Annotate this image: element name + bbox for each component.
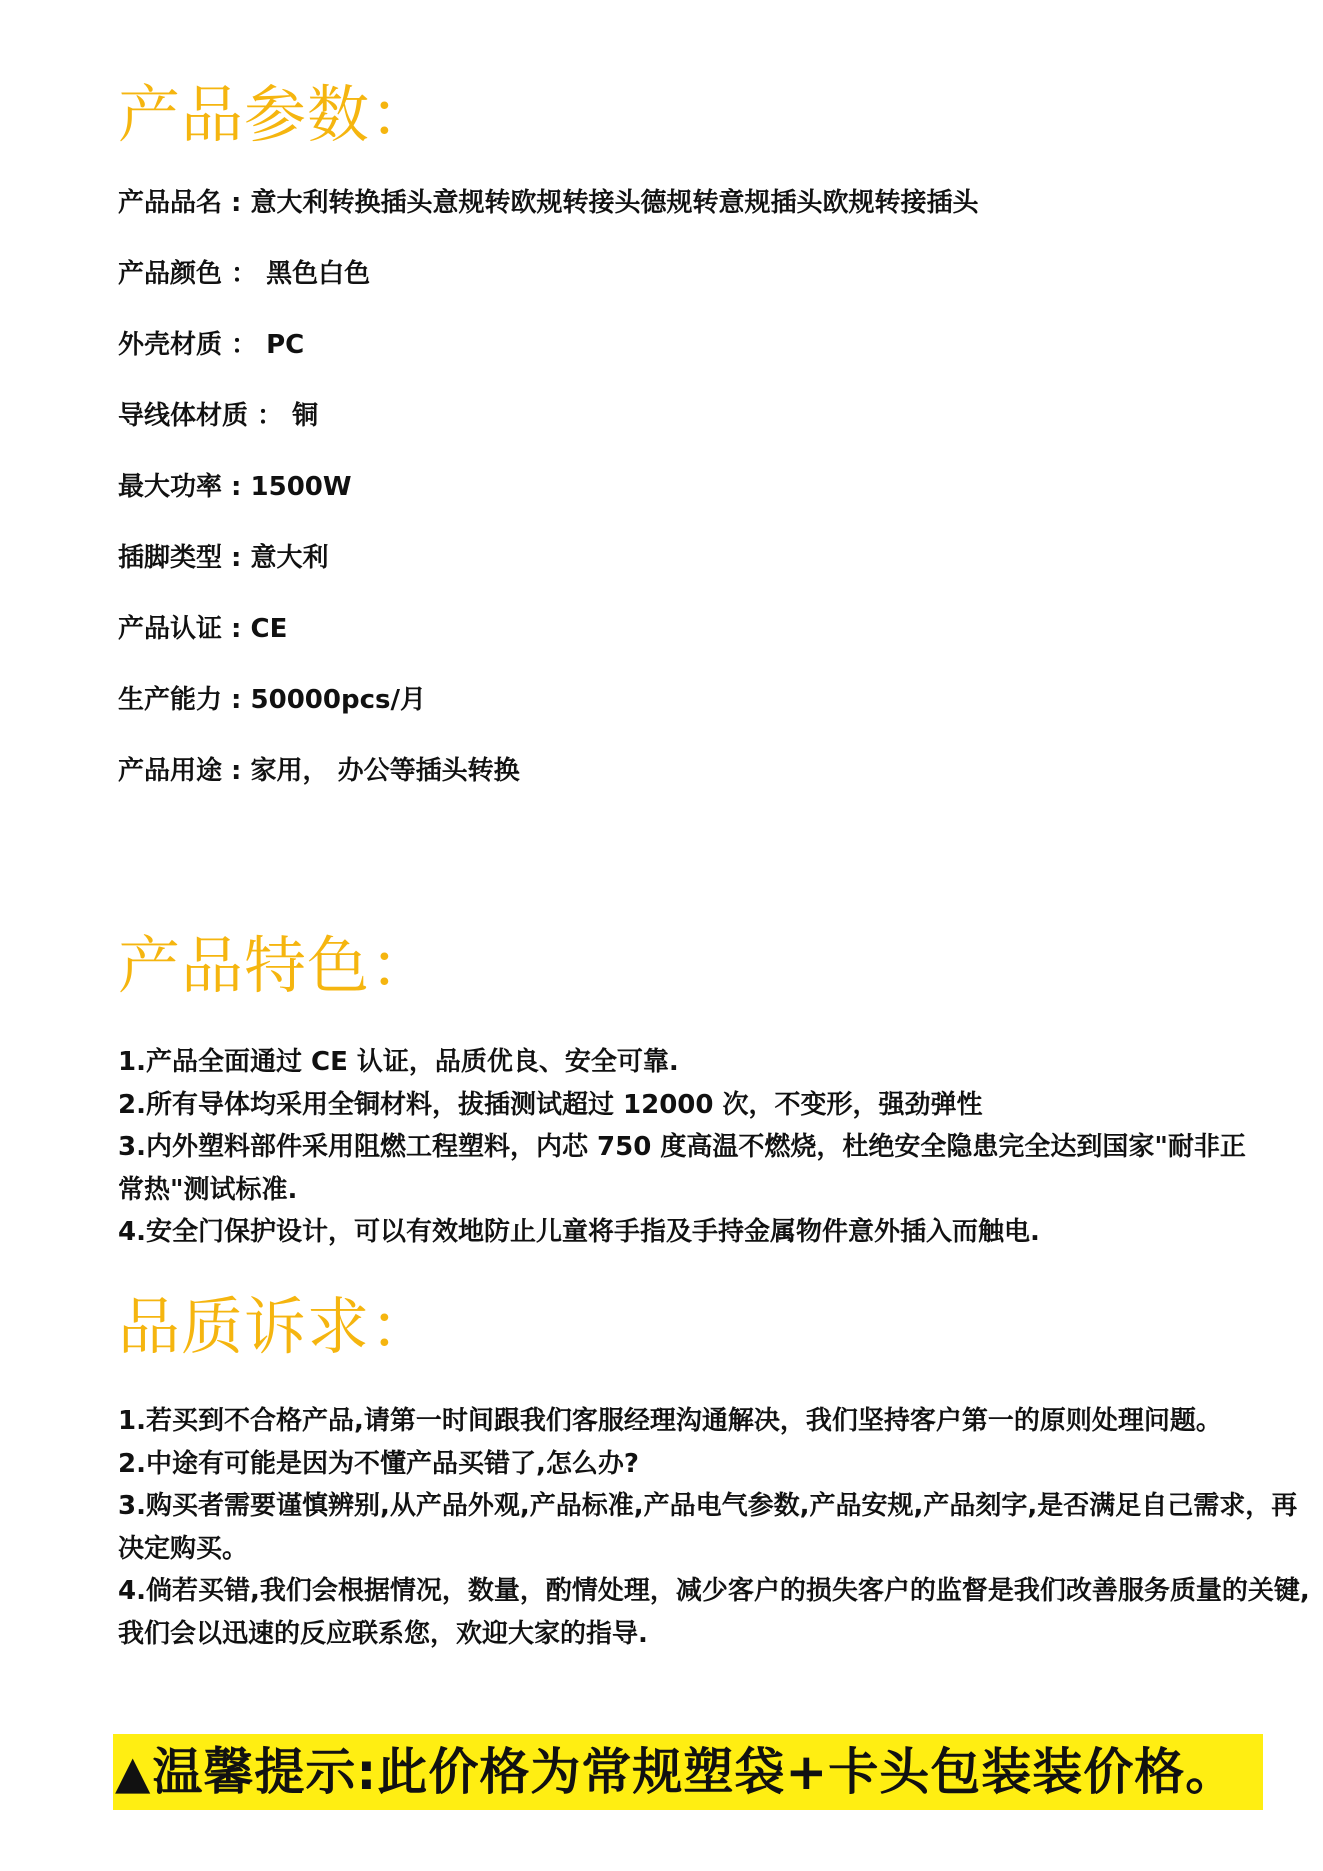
section-title-quality: 品质诉求：: [118, 1290, 434, 1363]
notice-banner: [113, 1734, 1263, 1810]
param-value: 1500W: [250, 472, 352, 502]
feature-item: 2.所有导体均采用全铜材料，拔插测试超过 12000 次，不变形，强劲弹性: [118, 1089, 983, 1120]
param-row-max-power: [118, 470, 979, 541]
param-label: 插脚类型 :: [118, 543, 251, 573]
param-value: 意大利转换插头意规转欧规转接头德规转意规插头欧规转接插头: [250, 188, 979, 218]
param-row-conductor-material: [118, 399, 979, 470]
section-title-params: 产品参数：: [118, 78, 434, 151]
param-row-color: [118, 257, 979, 328]
quality-item: 4.倘若买错,我们会根据情况，数量，酌情处理，减少客户的损失客户的监督是我们改善服务质量的关键,我们会以迅速的反应联系您，欢迎大家的指导.: [118, 1576, 1310, 1649]
quality-list: [118, 1400, 1316, 1655]
param-label: 产品用途 :: [118, 756, 251, 786]
param-label: 外壳材质 ：: [118, 330, 267, 360]
param-value: 黑色白色: [266, 259, 371, 289]
param-value: PC: [266, 330, 305, 360]
param-label: 导线体材质 ：: [118, 401, 293, 431]
warning-triangle-icon: ▲: [115, 1745, 151, 1799]
param-row-usage: [118, 754, 979, 825]
param-label: 产品颜色 ：: [118, 259, 267, 289]
feature-item: 1.产品全面通过 CE 认证，品质优良、安全可靠.: [118, 1047, 679, 1077]
param-list: [118, 186, 979, 825]
param-value: CE: [250, 614, 288, 644]
param-value: 意大利: [250, 543, 329, 573]
quality-item: 2.中途有可能是因为不懂产品买错了,怎么办?: [118, 1448, 639, 1479]
param-value: 铜: [292, 401, 319, 431]
quality-item: 3.购买者需要谨慎辨别,从产品外观,产品标准,产品电气参数,产品安规,产品刻字,是否满足自己需求，再决定购买。: [118, 1491, 1298, 1564]
param-row-name: [118, 186, 979, 257]
section-title-features: 产品特色：: [118, 929, 434, 1002]
param-value: 50000pcs/月: [250, 685, 426, 715]
param-row-capacity: [118, 683, 979, 754]
feature-list: [118, 1041, 1258, 1254]
param-label: 最大功率 :: [118, 472, 251, 502]
param-label: 生产能力 :: [118, 685, 251, 715]
notice-text: 温馨提示:此价格为常规塑袋+卡头包装装价格。: [152, 1743, 1237, 1801]
feature-item: 4.安全门保护设计，可以有效地防止儿童将手指及手持金属物件意外插入而触电.: [118, 1217, 1040, 1247]
quality-item: 1.若买到不合格产品,请第一时间跟我们客服经理沟通解决，我们坚持客户第一的原则处理问题。: [118, 1406, 1222, 1436]
param-label: 产品品名 :: [118, 188, 251, 218]
feature-item: 3.内外塑料部件采用阻燃工程塑料，内芯 750 度高温不燃烧，杜绝安全隐患完全达到国家"耐非正常热"测试标准.: [118, 1132, 1246, 1205]
param-row-certification: [118, 612, 979, 683]
param-row-pin-type: [118, 541, 979, 612]
param-label: 产品认证 :: [118, 614, 251, 644]
param-row-shell-material: [118, 328, 979, 399]
param-value: 家用， 办公等插头转换: [250, 756, 520, 786]
